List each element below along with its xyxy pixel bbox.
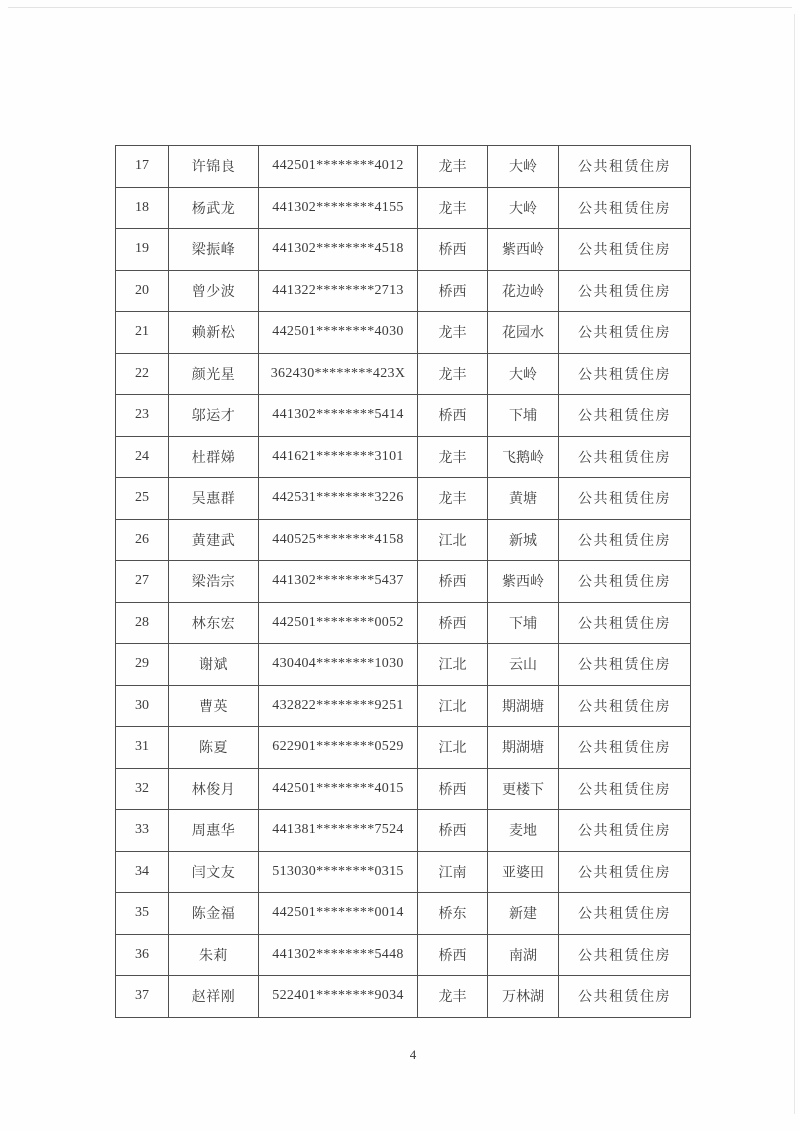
cell-name: 曾少波 [169, 270, 259, 312]
cell-housing-type: 公共租赁住房 [559, 270, 691, 312]
cell-district: 桥西 [418, 395, 488, 437]
cell-district: 龙丰 [418, 353, 488, 395]
cell-name: 闫文友 [169, 851, 259, 893]
table-row [116, 312, 691, 354]
cell-district: 桥西 [418, 561, 488, 603]
cell-no: 34 [116, 851, 169, 893]
cell-name: 朱莉 [169, 934, 259, 976]
table-row [116, 436, 691, 478]
table-row [116, 727, 691, 769]
cell-id-number: 440525********4158 [259, 519, 418, 561]
cell-housing-type: 公共租赁住房 [559, 312, 691, 354]
table-row [116, 893, 691, 935]
cell-id-number: 430404********1030 [259, 644, 418, 686]
cell-no: 20 [116, 270, 169, 312]
cell-id-number: 441621********3101 [259, 436, 418, 478]
cell-id-number: 441302********5414 [259, 395, 418, 437]
cell-district: 江北 [418, 727, 488, 769]
cell-housing-type: 公共租赁住房 [559, 851, 691, 893]
scan-edge-right [794, 14, 795, 1114]
cell-district: 桥西 [418, 602, 488, 644]
cell-community: 紫西岭 [488, 561, 559, 603]
cell-no: 29 [116, 644, 169, 686]
roster-table-body [116, 146, 691, 1018]
cell-name: 林俊月 [169, 768, 259, 810]
cell-name: 曹英 [169, 685, 259, 727]
cell-district: 桥西 [418, 934, 488, 976]
cell-id-number: 441322********2713 [259, 270, 418, 312]
cell-district: 江北 [418, 685, 488, 727]
page-number: 4 [409, 1047, 417, 1062]
cell-community: 大岭 [488, 187, 559, 229]
table-row [116, 934, 691, 976]
cell-community: 亚婆田 [488, 851, 559, 893]
cell-no: 25 [116, 478, 169, 520]
table-row [116, 353, 691, 395]
cell-district: 桥西 [418, 810, 488, 852]
cell-housing-type: 公共租赁住房 [559, 146, 691, 188]
cell-name: 赖新松 [169, 312, 259, 354]
cell-community: 期湖塘 [488, 727, 559, 769]
cell-id-number: 362430********423X [259, 353, 418, 395]
table-row [116, 976, 691, 1018]
cell-id-number: 442501********4012 [259, 146, 418, 188]
cell-community: 黄塘 [488, 478, 559, 520]
cell-no: 36 [116, 934, 169, 976]
cell-id-number: 442501********0052 [259, 602, 418, 644]
scan-edge-top [8, 7, 792, 8]
cell-community: 大岭 [488, 353, 559, 395]
cell-no: 17 [116, 146, 169, 188]
cell-id-number: 442501********4030 [259, 312, 418, 354]
cell-no: 21 [116, 312, 169, 354]
cell-housing-type: 公共租赁住房 [559, 644, 691, 686]
cell-no: 31 [116, 727, 169, 769]
cell-name: 周惠华 [169, 810, 259, 852]
cell-id-number: 513030********0315 [259, 851, 418, 893]
cell-community: 新城 [488, 519, 559, 561]
cell-name: 吴惠群 [169, 478, 259, 520]
cell-community: 麦地 [488, 810, 559, 852]
cell-name: 林东宏 [169, 602, 259, 644]
cell-district: 龙丰 [418, 976, 488, 1018]
cell-housing-type: 公共租赁住房 [559, 561, 691, 603]
cell-name: 陈金福 [169, 893, 259, 935]
cell-community: 更楼下 [488, 768, 559, 810]
cell-name: 颜光星 [169, 353, 259, 395]
table-row [116, 768, 691, 810]
cell-housing-type: 公共租赁住房 [559, 685, 691, 727]
cell-housing-type: 公共租赁住房 [559, 602, 691, 644]
cell-no: 35 [116, 893, 169, 935]
cell-district: 龙丰 [418, 146, 488, 188]
cell-id-number: 441302********5437 [259, 561, 418, 603]
cell-name: 赵祥刚 [169, 976, 259, 1018]
cell-no: 27 [116, 561, 169, 603]
cell-housing-type: 公共租赁住房 [559, 519, 691, 561]
cell-no: 30 [116, 685, 169, 727]
cell-no: 22 [116, 353, 169, 395]
cell-housing-type: 公共租赁住房 [559, 810, 691, 852]
table-row [116, 851, 691, 893]
table-row [116, 561, 691, 603]
cell-housing-type: 公共租赁住房 [559, 478, 691, 520]
cell-housing-type: 公共租赁住房 [559, 893, 691, 935]
cell-no: 33 [116, 810, 169, 852]
cell-district: 江南 [418, 851, 488, 893]
cell-no: 24 [116, 436, 169, 478]
cell-community: 云山 [488, 644, 559, 686]
table-row [116, 187, 691, 229]
cell-community: 下埔 [488, 395, 559, 437]
cell-housing-type: 公共租赁住房 [559, 187, 691, 229]
cell-community: 新建 [488, 893, 559, 935]
cell-no: 19 [116, 229, 169, 271]
table-row [116, 270, 691, 312]
cell-housing-type: 公共租赁住房 [559, 353, 691, 395]
cell-name: 杜群娣 [169, 436, 259, 478]
cell-name: 邬运才 [169, 395, 259, 437]
cell-no: 26 [116, 519, 169, 561]
cell-name: 许锦良 [169, 146, 259, 188]
cell-housing-type: 公共租赁住房 [559, 934, 691, 976]
cell-id-number: 442531********3226 [259, 478, 418, 520]
cell-id-number: 441302********4518 [259, 229, 418, 271]
cell-id-number: 432822********9251 [259, 685, 418, 727]
table-row [116, 810, 691, 852]
cell-housing-type: 公共租赁住房 [559, 768, 691, 810]
cell-no: 32 [116, 768, 169, 810]
cell-housing-type: 公共租赁住房 [559, 976, 691, 1018]
table-row [116, 644, 691, 686]
cell-housing-type: 公共租赁住房 [559, 436, 691, 478]
cell-housing-type: 公共租赁住房 [559, 727, 691, 769]
table-row [116, 229, 691, 271]
cell-id-number: 441381********7524 [259, 810, 418, 852]
cell-no: 28 [116, 602, 169, 644]
cell-community: 下埔 [488, 602, 559, 644]
cell-id-number: 522401********9034 [259, 976, 418, 1018]
cell-district: 江北 [418, 644, 488, 686]
cell-housing-type: 公共租赁住房 [559, 229, 691, 271]
cell-district: 江北 [418, 519, 488, 561]
cell-name: 杨武龙 [169, 187, 259, 229]
cell-district: 龙丰 [418, 312, 488, 354]
cell-community: 紫西岭 [488, 229, 559, 271]
cell-community: 飞鹅岭 [488, 436, 559, 478]
cell-id-number: 442501********4015 [259, 768, 418, 810]
public-rental-housing-roster-table [115, 145, 691, 1018]
cell-district: 龙丰 [418, 478, 488, 520]
cell-name: 梁浩宗 [169, 561, 259, 603]
cell-id-number: 442501********0014 [259, 893, 418, 935]
cell-district: 桥东 [418, 893, 488, 935]
cell-district: 桥西 [418, 768, 488, 810]
cell-no: 37 [116, 976, 169, 1018]
table-row [116, 146, 691, 188]
cell-name: 梁振峰 [169, 229, 259, 271]
cell-community: 大岭 [488, 146, 559, 188]
cell-id-number: 441302********4155 [259, 187, 418, 229]
cell-community: 期湖塘 [488, 685, 559, 727]
cell-community: 南湖 [488, 934, 559, 976]
cell-name: 谢斌 [169, 644, 259, 686]
cell-id-number: 441302********5448 [259, 934, 418, 976]
cell-no: 18 [116, 187, 169, 229]
cell-community: 花园水 [488, 312, 559, 354]
cell-community: 万林湖 [488, 976, 559, 1018]
table-row [116, 478, 691, 520]
cell-district: 龙丰 [418, 187, 488, 229]
table-row [116, 602, 691, 644]
cell-district: 龙丰 [418, 436, 488, 478]
table-row [116, 395, 691, 437]
cell-no: 23 [116, 395, 169, 437]
cell-district: 桥西 [418, 270, 488, 312]
cell-community: 花边岭 [488, 270, 559, 312]
cell-district: 桥西 [418, 229, 488, 271]
cell-name: 陈夏 [169, 727, 259, 769]
table-row [116, 685, 691, 727]
table-row [116, 519, 691, 561]
cell-name: 黄建武 [169, 519, 259, 561]
cell-housing-type: 公共租赁住房 [559, 395, 691, 437]
cell-id-number: 622901********0529 [259, 727, 418, 769]
